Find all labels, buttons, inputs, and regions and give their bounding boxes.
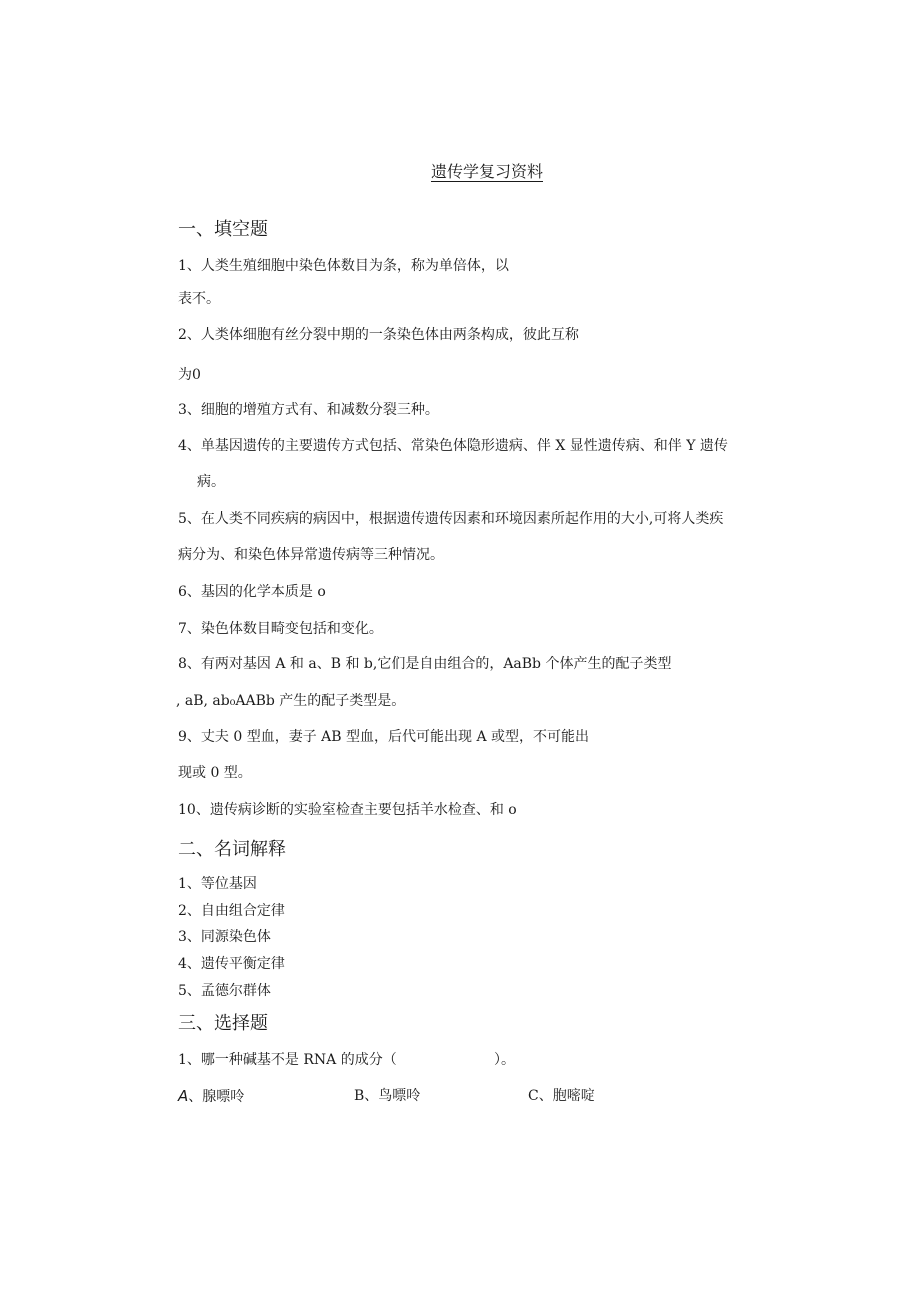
- fill-line-12: 8、有两对基因 A 和 a、B 和 b,它们是自由组合的，AaBb 个体产生的配子类型: [178, 656, 672, 672]
- fill-line-11: 7、染色体数目畸变包括和变化。: [178, 621, 383, 637]
- fill-line-10: 6、基因的化学本质是 o: [178, 584, 326, 600]
- fill-line-13: , aB, ab₀AABb 产生的配子类型是。: [176, 693, 406, 709]
- fill-line-15: 现或 0 型。: [178, 765, 252, 781]
- fill-line-1: 1、人类生殖细胞中染色体数目为条，称为单倍体，以: [178, 258, 509, 274]
- fill-line-4: 为0: [178, 367, 201, 383]
- choice-q1-option-c: C、胞嘧啶: [528, 1088, 595, 1104]
- fill-line-2: 表不。: [178, 291, 220, 307]
- fill-line-9: 病分为、和染色体异常遗传病等三种情况。: [178, 547, 444, 563]
- term-item-2: 2、自由组合定律: [178, 903, 285, 919]
- fill-line-8: 5、在人类不同疾病的病因中，根据遗传遗传因素和环境因素所起作用的大小,可将人类疾: [178, 511, 724, 527]
- fill-line-5: 3、细胞的增殖方式有、和减数分裂三种。: [178, 402, 439, 418]
- section-heading-choice: 三、选择题: [178, 1013, 268, 1034]
- fill-line-6: 4、单基因遗传的主要遗传方式包括、常染色体隐形遗病、伴 X 显性遗传病、和伴 Y 遗传: [178, 438, 728, 454]
- choice-q1-stem-end: ）。: [494, 1052, 515, 1068]
- choice-q1-option-a: [178, 1087, 244, 1106]
- option-a-letter: A: [178, 1087, 189, 1105]
- term-item-1: 1、等位基因: [178, 876, 257, 892]
- term-item-3: 3、同源染色体: [178, 929, 271, 945]
- fill-line-16: 10、遗传病诊断的实验室检查主要包括羊水检查、和 o: [178, 802, 517, 818]
- fill-line-3: 2、人类体细胞有丝分裂中期的一条染色体由两条构成，彼此互称: [178, 327, 579, 343]
- fill-line-7: 病。: [197, 474, 225, 490]
- document-title: 遗传学复习资料: [430, 162, 543, 181]
- term-item-4: 4、遗传平衡定律: [178, 956, 285, 972]
- section-heading-fill: 一、填空题: [178, 219, 268, 240]
- term-item-5: 5、孟德尔群体: [178, 983, 271, 999]
- section-heading-terms: 二、名词解释: [178, 839, 286, 860]
- fill-line-14: 9、丈夫 0 型血，妻子 AB 型血，后代可能出现 A 或型，不可能出: [178, 729, 590, 745]
- choice-q1-option-b: B、鸟嘌呤: [354, 1088, 421, 1104]
- option-a-text: 、腺嘌呤: [188, 1089, 245, 1105]
- choice-q1-stem: 1、哪一种碱基不是 RNA 的成分（: [178, 1052, 397, 1068]
